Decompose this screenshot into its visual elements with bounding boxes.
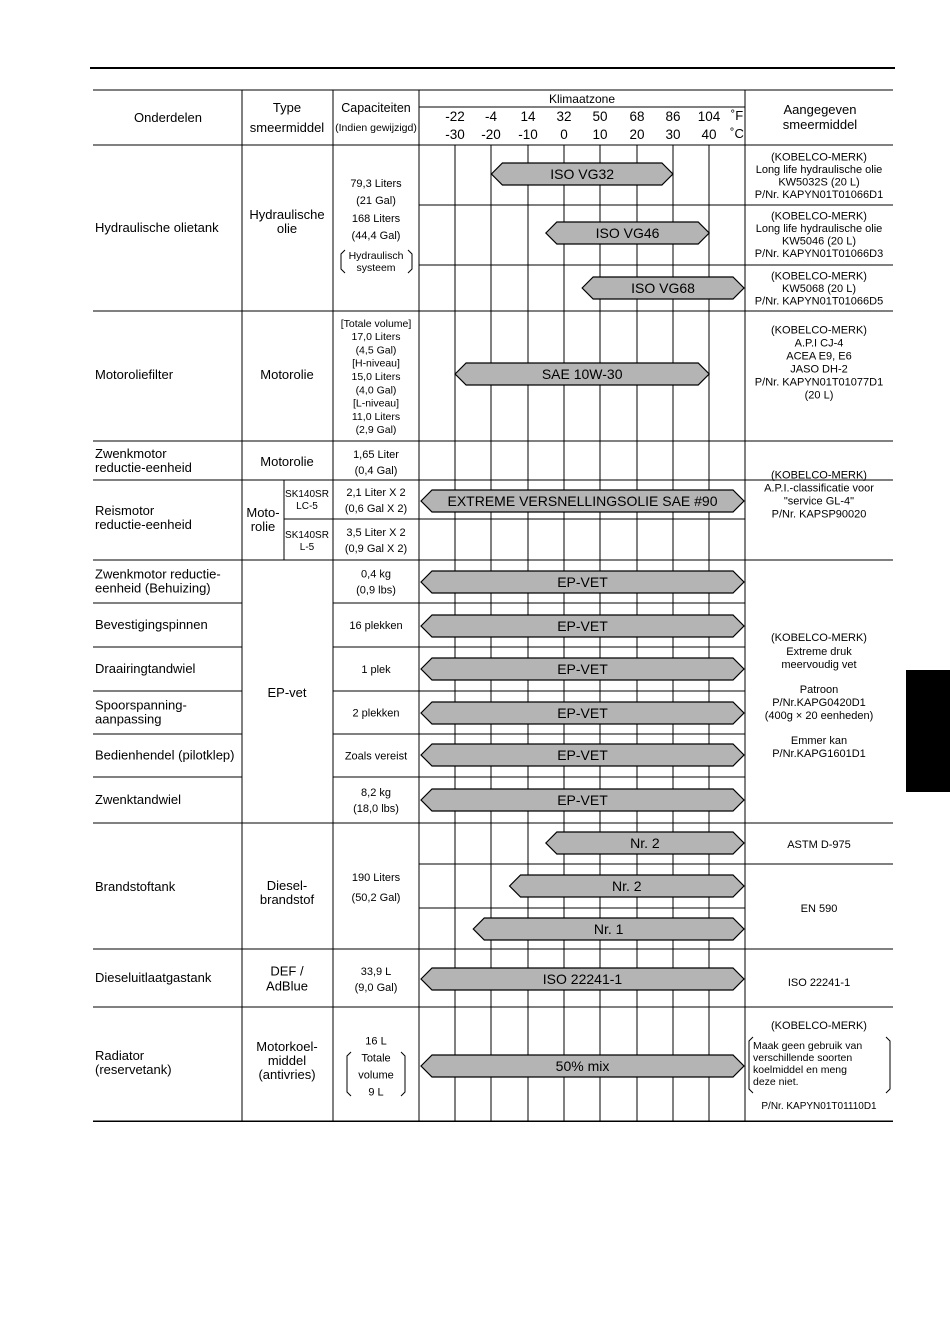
capacity-value: (0,9 Gal X 2) bbox=[344, 543, 408, 555]
capacity-value: 15,0 Liters bbox=[351, 371, 401, 383]
capacity-value: 1 plek bbox=[361, 664, 391, 676]
part-name: Brandstoftank bbox=[95, 879, 176, 894]
part-name: Zwenkmotor reductie- bbox=[95, 566, 221, 582]
spec-text: KW5068 (20 L) bbox=[782, 283, 856, 295]
capacity-value: 8,2 kg bbox=[361, 787, 391, 799]
unit-celsius: ˚C bbox=[730, 126, 744, 141]
spec-text: KW5032S (20 L) bbox=[778, 176, 860, 189]
arrow-label: EP-VET bbox=[557, 747, 608, 763]
spec-text: Extreme druk bbox=[786, 646, 852, 658]
capacity-value: (9,0 Gal) bbox=[354, 982, 398, 994]
temp-fahrenheit: 50 bbox=[592, 109, 608, 124]
capacity-value: Zoals vereist bbox=[344, 750, 408, 763]
capacity-value: (4,0 Gal) bbox=[355, 384, 397, 397]
temp-celsius: 0 bbox=[560, 127, 568, 142]
spec-text: (KOBELCO-MERK) bbox=[771, 1020, 867, 1032]
part-name: Motoroliefilter bbox=[95, 367, 174, 382]
capacity-value: 0,4 kg bbox=[361, 568, 391, 581]
temp-celsius: 10 bbox=[592, 127, 608, 142]
arrow-label: Nr. 2 bbox=[630, 835, 660, 851]
temp-celsius: -20 bbox=[481, 127, 501, 142]
spec-text: (400g × 20 eenheden) bbox=[764, 710, 874, 722]
spec-text: (KOBELCO-MERK) bbox=[771, 324, 867, 337]
spec-text: P/Nr. KAPSP90020 bbox=[771, 508, 867, 521]
capacity-value: (0,9 lbs) bbox=[356, 584, 396, 597]
temp-fahrenheit: -22 bbox=[445, 109, 465, 124]
header-parts: Onderdelen bbox=[134, 110, 202, 125]
capacity-value: 16 plekken bbox=[349, 620, 403, 632]
spec-text: P/Nr. KAPYN01T01077D1 bbox=[754, 376, 884, 389]
capacity-value: systeem bbox=[356, 262, 396, 274]
part-name: Reismotor bbox=[95, 503, 155, 518]
spec-text: (KOBELCO-MERK) bbox=[771, 210, 867, 223]
spec-text: JASO DH-2 bbox=[790, 363, 848, 376]
capacity-value: 33,9 L bbox=[360, 966, 392, 978]
header-climate-zone: Klimaatzone bbox=[548, 92, 616, 106]
arrow-label: EP-VET bbox=[557, 792, 608, 808]
spec-text: P/Nr. KAPYN01T01066D3 bbox=[754, 247, 884, 260]
part-name: Draairingtandwiel bbox=[95, 661, 196, 676]
capacity-value: (44,4 Gal) bbox=[351, 230, 401, 242]
spec-text: P/Nr.KAPG1601D1 bbox=[772, 748, 866, 760]
model-name: L-5 bbox=[299, 542, 315, 553]
spec-note: Maak geen gebruik van bbox=[753, 1040, 863, 1052]
header-type: Type bbox=[272, 100, 302, 115]
capacity-value: 9 L bbox=[368, 1086, 384, 1099]
spec-text: ACEA E9, E6 bbox=[786, 350, 852, 363]
capacity-value: (4,5 Gal) bbox=[355, 344, 397, 357]
temp-celsius: 40 bbox=[701, 127, 717, 142]
part-name: (reservetank) bbox=[95, 1062, 172, 1077]
arrow-label: ISO VG68 bbox=[631, 280, 695, 296]
arrow-label: ISO VG32 bbox=[550, 166, 615, 182]
model-name: LC-5 bbox=[296, 501, 318, 512]
capacity-value: 17,0 Liters bbox=[351, 331, 401, 344]
header-type: smeermiddel bbox=[249, 120, 325, 135]
lubricant-type: Moto- bbox=[246, 505, 280, 520]
part-name: Bevestigingspinnen bbox=[95, 617, 208, 632]
capacity-value: Totale bbox=[361, 1052, 391, 1065]
capacity-value: 16 L bbox=[365, 1035, 387, 1048]
lubricant-type: Motorolie bbox=[260, 367, 314, 382]
capacity-value: 2 plekken bbox=[352, 707, 400, 720]
capacity-value: Hydraulisch bbox=[348, 250, 404, 262]
spec-text: A.P.I CJ-4 bbox=[794, 337, 844, 350]
arrow-label: ISO 22241-1 bbox=[542, 971, 623, 987]
arrow-label: Nr. 2 bbox=[611, 878, 642, 894]
spec-text: "service GL-4" bbox=[783, 495, 855, 508]
capacity-value: 79,3 Liters bbox=[350, 178, 402, 190]
temp-celsius: -10 bbox=[518, 127, 538, 142]
capacity-value: 190 Liters bbox=[351, 872, 401, 884]
spec-text: Emmer kan bbox=[790, 735, 848, 747]
spec-text: P/Nr. KAPYN01T01066D5 bbox=[754, 295, 884, 308]
model-name: SK140SR bbox=[285, 489, 329, 500]
capacity-value: volume bbox=[358, 1069, 394, 1082]
temp-fahrenheit: 86 bbox=[665, 109, 681, 124]
spec-text: A.P.I.-classificatie voor bbox=[764, 482, 874, 495]
spec-text: P/Nr. KAPYN01T01110D1 bbox=[761, 1101, 877, 1112]
part-name: eenheid (Behuizing) bbox=[95, 580, 211, 596]
capacity-value: 3,5 Liter X 2 bbox=[346, 527, 406, 539]
arrow-label: EP-VET bbox=[557, 661, 608, 677]
temp-fahrenheit: 104 bbox=[697, 109, 721, 124]
spec-text: (20 L) bbox=[804, 389, 834, 402]
lubricant-type: EP-vet bbox=[267, 685, 307, 700]
part-name: Spoorspanning- bbox=[95, 697, 187, 713]
capacity-value: (0,6 Gal X 2) bbox=[344, 503, 408, 515]
capacity-value: (21 Gal) bbox=[356, 195, 396, 207]
arrow-label: EP-VET bbox=[557, 618, 608, 634]
spec-text: (KOBELCO-MERK) bbox=[771, 632, 867, 644]
arrow-label: Nr. 1 bbox=[593, 921, 624, 937]
part-name: Hydraulische olietank bbox=[95, 220, 219, 235]
temp-celsius: 20 bbox=[629, 127, 645, 142]
capacity-value: [Totale volume] bbox=[340, 317, 412, 330]
spec-text: ASTM D-975 bbox=[787, 839, 851, 851]
lubricant-type: brandstof bbox=[259, 892, 315, 907]
spec-text: ISO 22241-1 bbox=[787, 977, 851, 989]
lubricant-type: olie bbox=[276, 221, 298, 236]
header-capacity-note: (Indien gewijzigd) bbox=[335, 122, 417, 134]
temp-celsius: 30 bbox=[665, 127, 681, 142]
part-name: Bedienhendel (pilotklep) bbox=[95, 747, 235, 763]
spec-text: meervoudig vet bbox=[781, 659, 857, 671]
header-capacity: Capaciteiten bbox=[341, 101, 411, 115]
part-name: reductie-eenheid bbox=[95, 517, 192, 532]
spec-text: (KOBELCO-MERK) bbox=[771, 469, 867, 482]
model-name: SK140SR bbox=[285, 530, 329, 541]
temp-fahrenheit: 32 bbox=[556, 109, 572, 124]
lubricant-type: middel bbox=[267, 1053, 307, 1068]
header-spec: Aangegeven bbox=[783, 102, 857, 117]
spec-text: (KOBELCO-MERK) bbox=[771, 270, 867, 283]
lubricant-type: Motorolie bbox=[260, 454, 314, 469]
part-name: Zwenktandwiel bbox=[95, 792, 181, 807]
capacity-value: 168 Liters bbox=[351, 213, 401, 225]
arrow-label: EP-VET bbox=[557, 705, 608, 721]
temp-fahrenheit: 14 bbox=[520, 109, 536, 124]
part-name: Dieseluitlaatgastank bbox=[95, 970, 212, 985]
spec-note: deze niet. bbox=[753, 1076, 799, 1088]
capacity-value: 2,1 Liter X 2 bbox=[346, 487, 406, 499]
capacity-value: [L-niveau] bbox=[352, 397, 400, 410]
spec-text: EN 590 bbox=[800, 903, 838, 915]
lubricant-type: rolie bbox=[250, 519, 276, 534]
spec-text: Long life hydraulische olie bbox=[755, 163, 883, 176]
capacity-value: 1,65 Liter bbox=[353, 449, 399, 461]
part-name: aanpassing bbox=[95, 711, 162, 727]
spec-text: (KOBELCO-MERK) bbox=[771, 151, 867, 164]
capacity-value: (18,0 lbs) bbox=[353, 803, 399, 815]
lubricant-type: DEF / bbox=[270, 963, 304, 979]
lubricant-type: Diesel- bbox=[266, 878, 308, 893]
unit-fahrenheit: ˚F bbox=[730, 108, 744, 123]
temp-fahrenheit: 68 bbox=[629, 109, 645, 124]
header-spec: smeermiddel bbox=[782, 117, 858, 132]
arrow-label: EP-VET bbox=[557, 574, 608, 590]
temp-celsius: -30 bbox=[445, 127, 465, 142]
capacity-value: [H-niveau] bbox=[352, 357, 400, 370]
spec-note: koelmiddel en meng bbox=[753, 1064, 847, 1076]
lubricant-type: (antivries) bbox=[258, 1067, 316, 1082]
capacity-value: (0,4 Gal) bbox=[354, 465, 398, 477]
spec-text: P/Nr. KAPYN01T01066D1 bbox=[754, 188, 884, 201]
capacity-value: 11,0 Liters bbox=[351, 410, 401, 423]
lubricant-type: Motorkoel- bbox=[256, 1039, 318, 1054]
arrow-label: ISO VG46 bbox=[595, 225, 660, 241]
arrow-label: 50% mix bbox=[555, 1058, 610, 1074]
spec-text: Patroon bbox=[799, 684, 839, 696]
arrow-label: SAE 10W-30 bbox=[541, 366, 623, 382]
capacity-value: (50,2 Gal) bbox=[351, 892, 401, 904]
lubricant-type: Hydraulische bbox=[249, 207, 325, 222]
spec-text: P/Nr.KAPG0420D1 bbox=[772, 697, 866, 709]
spec-note: verschillende soorten bbox=[753, 1052, 853, 1064]
spec-text: KW5046 (20 L) bbox=[782, 235, 856, 248]
part-name: Radiator bbox=[95, 1048, 145, 1063]
lubricant-type: AdBlue bbox=[266, 978, 308, 994]
part-name: reductie-eenheid bbox=[95, 460, 192, 475]
capacity-value: (2,9 Gal) bbox=[355, 424, 397, 437]
part-name: Zwenkmotor bbox=[95, 446, 167, 461]
arrow-label: EXTREME VERSNELLINGSOLIE SAE #90 bbox=[447, 493, 718, 509]
temp-fahrenheit: -4 bbox=[484, 109, 498, 124]
spec-text: Long life hydraulische olie bbox=[755, 222, 883, 235]
